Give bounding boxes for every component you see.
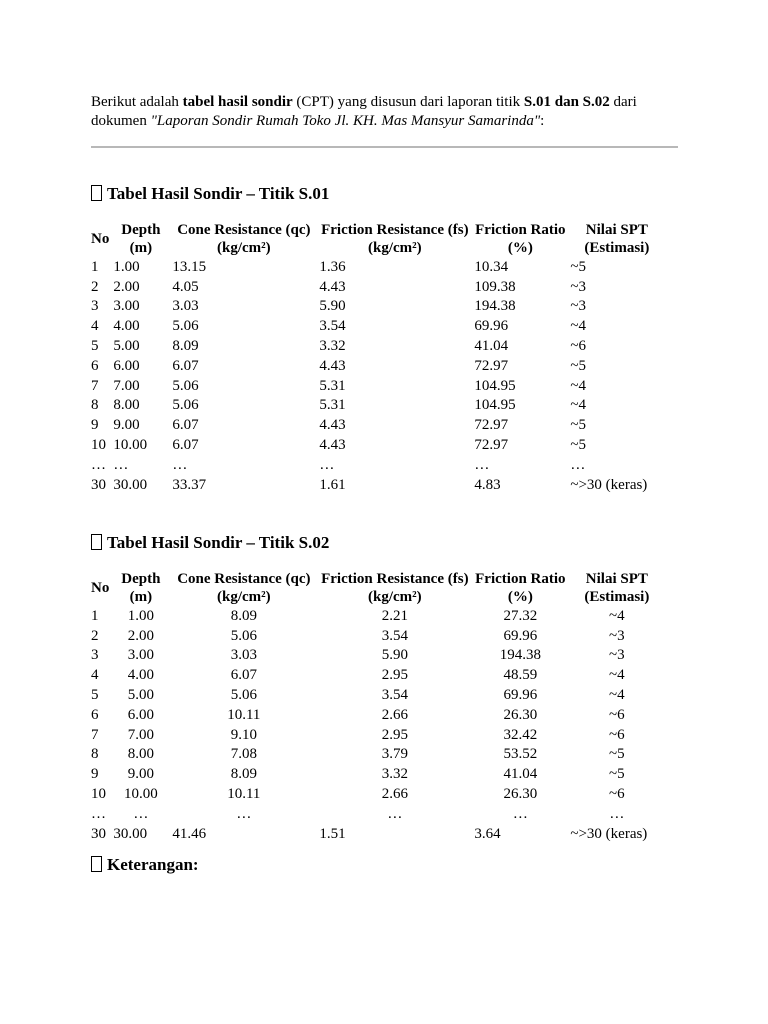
table-cell-cone-resistance: 6.07 — [230, 667, 257, 684]
table-cell-no: 8 — [91, 397, 99, 414]
table-row — [89, 705, 665, 725]
table-row — [89, 804, 665, 824]
table-cell-cone-resistance: 4.05 — [172, 278, 199, 295]
table-cell-friction-ratio: 32.42 — [503, 726, 538, 743]
table-cell-no: 6 — [91, 357, 99, 374]
column-header-line: (kg/cm²) — [368, 240, 422, 256]
table-cell-depth: 6.00 — [113, 357, 140, 374]
table-cell-cone-resistance: 6.07 — [172, 357, 199, 374]
table-cell-depth: 2.00 — [113, 278, 140, 295]
table-cell-friction-resistance: 4.43 — [319, 417, 346, 434]
table-cell-friction-resistance: 2.66 — [381, 706, 408, 723]
table-row — [89, 356, 665, 376]
table-cell-depth: 8.00 — [127, 746, 154, 763]
table-cell-depth: 8.00 — [113, 397, 140, 414]
table-cell-no: 3 — [91, 647, 99, 664]
table-header-row — [89, 221, 665, 257]
intro-paragraph — [91, 93, 691, 131]
table-row — [89, 336, 665, 356]
column-header-friction-ratio — [472, 221, 568, 257]
column-header-no — [89, 221, 111, 257]
column-header-line: (%) — [507, 589, 533, 605]
table-cell-nilai-spt: ~6 — [609, 726, 625, 743]
table-cell-nilai-spt: ~5 — [609, 766, 625, 783]
table-cell-nilai-spt: … — [609, 805, 625, 822]
table-cell-friction-ratio: 53.52 — [503, 746, 538, 763]
column-header-line: (kg/cm²) — [368, 589, 422, 605]
section-heading-s02 — [91, 533, 329, 553]
table-cell-cone-resistance: 8.09 — [230, 766, 257, 783]
table-cell-friction-resistance: 5.31 — [319, 397, 346, 414]
table-cell-no: 5 — [91, 338, 99, 355]
table-row — [89, 316, 665, 336]
table-cell-cone-resistance: 5.06 — [172, 377, 199, 394]
table-header-row — [89, 570, 665, 606]
table-cell-depth: 9.00 — [113, 417, 140, 434]
table-cell-friction-resistance: 4.43 — [319, 437, 346, 454]
table-s01 — [89, 221, 665, 495]
table-row — [89, 745, 665, 765]
table-cell-cone-resistance: 3.03 — [172, 298, 199, 315]
table-cell-friction-resistance: … — [387, 805, 403, 822]
column-header-line: (%) — [507, 240, 533, 256]
table-cell-friction-resistance: 1.36 — [319, 258, 346, 275]
column-header-line: Depth — [121, 222, 161, 238]
table-row — [89, 376, 665, 396]
column-header-cone-resistance — [170, 221, 317, 257]
table-row — [89, 784, 665, 804]
table-cell-friction-ratio: 10.34 — [474, 258, 509, 275]
table-row — [89, 435, 665, 455]
table-cell-depth: … — [133, 805, 149, 822]
column-header-line: (Estimasi) — [584, 589, 650, 605]
table-cell-friction-resistance: 2.95 — [381, 726, 408, 743]
table-cell-no: 7 — [91, 726, 99, 743]
table-cell-nilai-spt: ~>30 (keras) — [570, 476, 648, 493]
table-row — [89, 626, 665, 646]
table-cell-friction-resistance: 2.95 — [381, 667, 408, 684]
table-cell-friction-resistance: 2.21 — [381, 607, 408, 624]
table-cell-nilai-spt: ~4 — [570, 318, 586, 335]
table-s02 — [89, 570, 665, 844]
table-cell-no: 9 — [91, 766, 99, 783]
table-cell-friction-ratio: 194.38 — [474, 298, 516, 315]
column-header-line: Nilai SPT — [585, 571, 648, 587]
table-cell-no: 2 — [91, 627, 99, 644]
table-cell-no: 8 — [91, 746, 99, 763]
table-cell-friction-resistance: 3.54 — [319, 318, 346, 335]
table-cell-cone-resistance: 41.46 — [172, 825, 207, 842]
section-heading-keterangan — [91, 855, 199, 875]
table-cell-cone-resistance: … — [236, 805, 252, 822]
table-cell-no: … — [91, 456, 106, 473]
table-cell-cone-resistance: 8.09 — [230, 607, 257, 624]
table-cell-friction-ratio: 69.96 — [474, 318, 509, 335]
table-cell-friction-ratio: 72.97 — [474, 437, 509, 454]
table-cell-cone-resistance: 9.10 — [230, 726, 257, 743]
table-cell-friction-ratio: 26.30 — [503, 786, 538, 803]
table-cell-friction-resistance: 3.54 — [381, 627, 408, 644]
column-header-line: Friction Ratio — [475, 571, 566, 587]
table-cell-no: 9 — [91, 417, 99, 434]
table-cell-friction-ratio: 41.04 — [474, 338, 509, 355]
table-cell-nilai-spt: ~5 — [570, 258, 586, 275]
section-heading-s01 — [91, 184, 329, 204]
table-cell-friction-resistance: 5.90 — [381, 647, 408, 664]
column-header-nilai-spt — [568, 570, 665, 606]
table-cell-cone-resistance: 6.07 — [172, 417, 199, 434]
table-cell-friction-ratio: 27.32 — [503, 607, 538, 624]
table-cell-friction-ratio: 104.95 — [474, 397, 516, 414]
table-cell-depth: 1.00 — [127, 607, 154, 624]
table-cell-no: 1 — [91, 607, 99, 624]
table-row — [89, 475, 665, 495]
table-cell-cone-resistance: 33.37 — [172, 476, 207, 493]
table-cell-friction-resistance: 5.31 — [319, 377, 346, 394]
column-header-line: Cone Resistance (qc) — [177, 571, 311, 587]
table-cell-no: … — [91, 805, 106, 822]
column-header-friction-resistance — [317, 221, 472, 257]
table-cell-no: 1 — [91, 258, 99, 275]
column-header-line: (m) — [129, 589, 153, 605]
intro-text: : — [540, 113, 545, 129]
table-cell-nilai-spt: … — [570, 456, 586, 473]
table-cell-nilai-spt: ~6 — [609, 706, 625, 723]
table-cell-cone-resistance: 8.09 — [172, 338, 199, 355]
column-header-line: Cone Resistance (qc) — [177, 222, 311, 238]
table-cell-no: 10 — [91, 437, 106, 454]
table-cell-depth: 2.00 — [127, 627, 154, 644]
table-row — [89, 297, 665, 317]
table-cell-depth: 7.00 — [127, 726, 154, 743]
column-header-line: (kg/cm²) — [217, 240, 271, 256]
table-cell-nilai-spt: ~4 — [570, 397, 586, 414]
table-cell-depth: 10.00 — [113, 437, 148, 454]
table-cell-friction-resistance: 3.79 — [381, 746, 408, 763]
table-cell-depth: 7.00 — [113, 377, 140, 394]
table-cell-nilai-spt: ~>30 (keras) — [570, 825, 648, 842]
table-cell-cone-resistance: 10.11 — [227, 706, 261, 723]
table-cell-cone-resistance: … — [172, 456, 188, 473]
table-cell-nilai-spt: ~4 — [570, 377, 586, 394]
table-cell-nilai-spt: ~5 — [570, 417, 586, 434]
table-cell-nilai-spt: ~3 — [570, 278, 586, 295]
horizontal-divider — [91, 146, 678, 148]
missing-glyph-icon — [91, 185, 102, 201]
section-title: Keterangan: — [107, 855, 199, 874]
table-cell-depth: 4.00 — [113, 318, 140, 335]
table-cell-cone-resistance: 10.11 — [227, 786, 261, 803]
column-header-line: Depth — [121, 571, 161, 587]
table-cell-friction-ratio: 3.64 — [474, 825, 501, 842]
table-cell-nilai-spt: ~5 — [570, 357, 586, 374]
table-cell-depth: 1.00 — [113, 258, 140, 275]
column-header-depth — [111, 221, 170, 257]
table-cell-friction-ratio: 69.96 — [503, 627, 538, 644]
table-cell-friction-resistance: 3.54 — [381, 687, 408, 704]
table-cell-friction-resistance: 5.90 — [319, 298, 346, 315]
table-row — [89, 396, 665, 416]
column-header-line: No — [91, 580, 110, 596]
column-header-nilai-spt — [568, 221, 665, 257]
table-row — [89, 725, 665, 745]
table-cell-friction-ratio: … — [474, 456, 490, 473]
section-title: Tabel Hasil Sondir – Titik S.01 — [107, 184, 330, 203]
column-header-friction-resistance — [317, 570, 472, 606]
intro-text: dari dokumen — [91, 94, 637, 129]
table-cell-cone-resistance: 5.06 — [230, 687, 257, 704]
table-cell-friction-resistance: 3.32 — [319, 338, 346, 355]
table-cell-no: 2 — [91, 278, 99, 295]
missing-glyph-icon — [91, 534, 102, 550]
table-cell-nilai-spt: ~3 — [570, 298, 586, 315]
column-header-line: Friction Resistance (fs) — [321, 222, 469, 238]
table-row — [89, 415, 665, 435]
column-header-line: (Estimasi) — [584, 240, 650, 256]
section-title: Tabel Hasil Sondir – Titik S.02 — [107, 533, 330, 552]
table-cell-depth: 30.00 — [113, 825, 148, 842]
table-cell-nilai-spt: ~4 — [609, 687, 625, 704]
table-cell-no: 4 — [91, 667, 99, 684]
missing-glyph-icon — [91, 856, 102, 872]
table-cell-no: 30 — [91, 825, 106, 842]
table-cell-depth: 10.00 — [123, 786, 158, 803]
intro-bold-points: S.01 dan S.02 — [523, 94, 610, 110]
table-cell-cone-resistance: 5.06 — [230, 627, 257, 644]
table-cell-friction-ratio: 4.83 — [474, 476, 501, 493]
intro-document-title: "Laporan Sondir Rumah Toko Jl. KH. Mas Mansyur Samarinda" — [150, 113, 541, 129]
table-cell-depth: … — [113, 456, 129, 473]
table-cell-friction-resistance: 3.32 — [381, 766, 408, 783]
table-cell-friction-ratio: 72.97 — [474, 417, 509, 434]
table-cell-no: 10 — [91, 786, 106, 803]
table-cell-depth: 6.00 — [127, 706, 154, 723]
table-cell-friction-resistance: 2.66 — [381, 786, 408, 803]
table-row — [89, 824, 665, 844]
table-cell-friction-resistance: 4.43 — [319, 278, 346, 295]
table-cell-friction-ratio: 72.97 — [474, 357, 509, 374]
table-cell-friction-ratio: 109.38 — [474, 278, 516, 295]
table-cell-friction-ratio: 26.30 — [503, 706, 538, 723]
table-cell-nilai-spt: ~5 — [570, 437, 586, 454]
table-cell-nilai-spt: ~5 — [609, 746, 625, 763]
table-cell-nilai-spt: ~6 — [570, 338, 586, 355]
table-row — [89, 455, 665, 475]
column-header-friction-ratio — [472, 570, 568, 606]
table-cell-nilai-spt: ~3 — [609, 647, 625, 664]
intro-bold-term: tabel hasil sondir — [182, 94, 293, 110]
column-header-line: Friction Ratio — [475, 222, 566, 238]
table-cell-depth: 3.00 — [127, 647, 154, 664]
table-cell-friction-resistance: … — [319, 456, 335, 473]
table-row — [89, 685, 665, 705]
column-header-line: Nilai SPT — [585, 222, 648, 238]
table-cell-depth: 30.00 — [113, 476, 148, 493]
table-row — [89, 764, 665, 784]
table-cell-depth: 3.00 — [113, 298, 140, 315]
table-row — [89, 665, 665, 685]
table-cell-friction-ratio: 69.96 — [503, 687, 538, 704]
column-header-cone-resistance — [170, 570, 317, 606]
table-row — [89, 606, 665, 626]
table-cell-nilai-spt: ~4 — [609, 607, 625, 624]
table-cell-friction-ratio: 48.59 — [503, 667, 538, 684]
column-header-no — [89, 570, 111, 606]
column-header-line: No — [91, 231, 110, 247]
column-header-depth — [111, 570, 170, 606]
table-cell-friction-ratio: 41.04 — [503, 766, 538, 783]
table-cell-no: 5 — [91, 687, 99, 704]
table-cell-nilai-spt: ~6 — [609, 786, 625, 803]
table-cell-friction-ratio: 104.95 — [474, 377, 516, 394]
table-cell-depth: 9.00 — [127, 766, 154, 783]
table-cell-cone-resistance: 7.08 — [230, 746, 257, 763]
table-cell-cone-resistance: 13.15 — [172, 258, 207, 275]
table-row — [89, 277, 665, 297]
table-cell-cone-resistance: 3.03 — [230, 647, 257, 664]
table-cell-nilai-spt: ~4 — [609, 667, 625, 684]
table-cell-friction-resistance: 4.43 — [319, 357, 346, 374]
table-cell-friction-ratio: … — [512, 805, 528, 822]
table-cell-depth: 5.00 — [113, 338, 140, 355]
table-cell-cone-resistance: 6.07 — [172, 437, 199, 454]
table-cell-no: 3 — [91, 298, 99, 315]
table-cell-friction-resistance: 1.61 — [319, 476, 346, 493]
table-cell-no: 30 — [91, 476, 106, 493]
table-cell-cone-resistance: 5.06 — [172, 397, 199, 414]
table-cell-cone-resistance: 5.06 — [172, 318, 199, 335]
table-row — [89, 257, 665, 277]
column-header-line: (kg/cm²) — [217, 589, 271, 605]
intro-text: (CPT) yang disusun dari laporan titik — [292, 94, 524, 110]
table-cell-friction-resistance: 1.51 — [319, 825, 346, 842]
column-header-line: (m) — [129, 240, 153, 256]
table-cell-no: 6 — [91, 706, 99, 723]
intro-text: Berikut adalah — [91, 94, 183, 110]
table-cell-friction-ratio: 194.38 — [499, 647, 541, 664]
table-cell-nilai-spt: ~3 — [609, 627, 625, 644]
table-cell-depth: 4.00 — [127, 667, 154, 684]
table-cell-no: 7 — [91, 377, 99, 394]
table-row — [89, 646, 665, 666]
table-cell-no: 4 — [91, 318, 99, 335]
table-cell-depth: 5.00 — [127, 687, 154, 704]
column-header-line: Friction Resistance (fs) — [321, 571, 469, 587]
